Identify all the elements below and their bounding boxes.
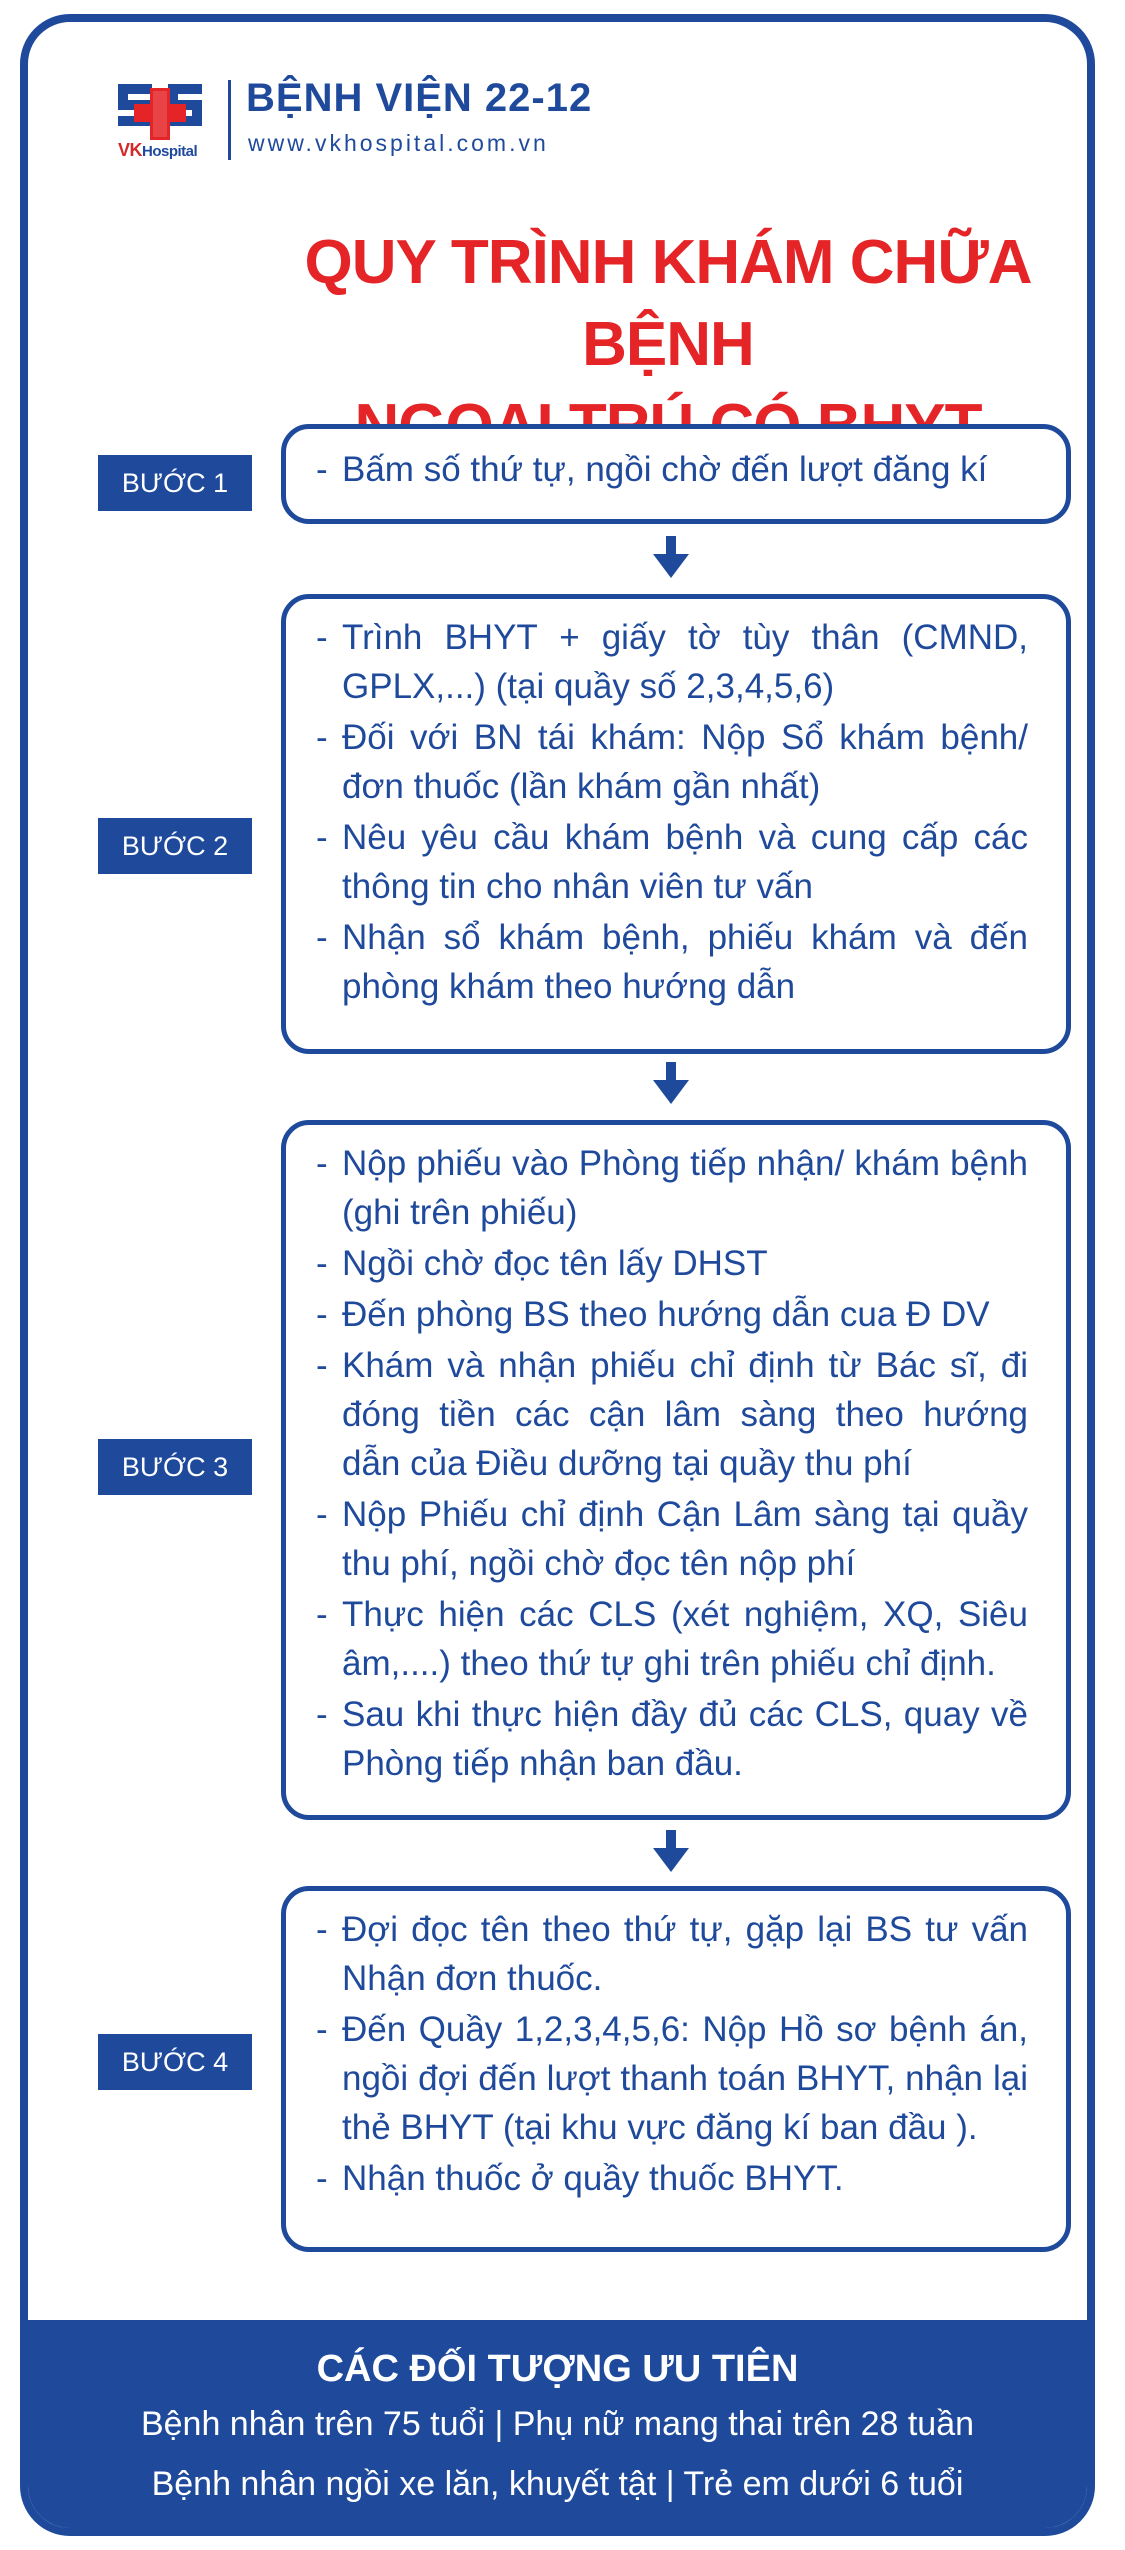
step-4-item-2: - Đến Quầy 1,2,3,4,5,6: Nộp Hồ sơ bệnh án, ngồi đợi đến lượt thanh toán BHYT, nhận lại thẻ BHYT (tại khu vực đăng kí ban đầu ). xyxy=(316,2005,1028,2152)
poster-frame xyxy=(20,14,1095,2536)
step-3-item-6: - Thực hiện các CLS (xét nghiệm, XQ, Siêu âm,....) theo thứ tự ghi trên phiếu chỉ định. xyxy=(316,1590,1028,1688)
step-4-item-3: - Nhận thuốc ở quầy thuốc BHYT. xyxy=(316,2154,1028,2203)
footer-line-1: Bệnh nhân trên 75 tuổi | Phụ nữ mang thai trên 28 tuần xyxy=(140,2405,975,2443)
step-2-label: BƯỚC 2 xyxy=(98,818,252,874)
step-3-box xyxy=(281,1120,1071,1820)
step-3-label: BƯỚC 3 xyxy=(98,1439,252,1495)
priority-footer xyxy=(28,2320,1087,2528)
step-3-item-7: - Sau khi thực hiện đầy đủ các CLS, quay về Phòng tiếp nhận ban đầu. xyxy=(316,1690,1028,1788)
step-2-box xyxy=(281,594,1071,1054)
step-2-item-2: - Đối với BN tái khám: Nộp Sổ khám bệnh/ đơn thuốc (lần khám gần nhất) xyxy=(316,713,1028,811)
footer-line-2: Bệnh nhân ngồi xe lăn, khuyết tật | Trẻ em dưới 6 tuổi xyxy=(151,2465,964,2503)
step-3-item-2: - Ngồi chờ đọc tên lấy DHST xyxy=(316,1239,1028,1288)
step-3-item-5: - Nộp Phiếu chỉ định Cận Lâm sàng tại quầy thu phí, ngồi chờ đọc tên nộp phí xyxy=(316,1490,1028,1588)
down-arrow-icon xyxy=(653,536,689,580)
step-2-item-4: - Nhận sổ khám bệnh, phiếu khám và đến phòng khám theo hướng dẫn xyxy=(316,913,1028,1011)
step-2-item-1: - Trình BHYT + giấy tờ tùy thân (CMND, GPLX,...) (tại quầy số 2,3,4,5,6) xyxy=(316,613,1028,711)
step-3-item-1: - Nộp phiếu vào Phòng tiếp nhận/ khám bệnh (ghi trên phiếu) xyxy=(316,1139,1028,1237)
hospital-name: BỆNH VIỆN 22-12 xyxy=(246,76,593,120)
hospital-website[interactable]: www.vkhospital.com.vn xyxy=(248,130,549,156)
footer-title: CÁC ĐỐI TƯỢNG ƯU TIÊN xyxy=(316,2348,799,2390)
title-line-1: QUY TRÌNH KHÁM CHỮA BỆNH xyxy=(304,228,1032,379)
step-1-item-1: - Bấm số thứ tự, ngồi chờ đến lượt đăng kí xyxy=(316,445,1028,494)
down-arrow-icon xyxy=(653,1062,689,1106)
header-divider xyxy=(228,80,231,160)
step-3-item-3: - Đến phòng BS theo hướng dẫn cua Đ DV xyxy=(316,1290,1028,1339)
step-4-item-1: - Đợi đọc tên theo thứ tự, gặp lại BS tư vấn Nhận đơn thuốc. xyxy=(316,1905,1028,2003)
step-4-label: BƯỚC 4 xyxy=(98,2034,252,2090)
logo-caption: VKHospital xyxy=(118,140,198,160)
step-1-box xyxy=(281,424,1071,524)
step-3-item-4: - Khám và nhận phiếu chỉ định từ Bác sĩ, đi đóng tiền các cận lâm sàng theo hướng dẫn của Điều dưỡng tại quầy thu phí xyxy=(316,1341,1028,1488)
down-arrow-icon xyxy=(653,1830,689,1874)
step-2-item-3: - Nêu yêu cầu khám bệnh và cung cấp các thông tin cho nhân viên tư vấn xyxy=(316,813,1028,911)
step-4-box xyxy=(281,1886,1071,2252)
step-1-label: BƯỚC 1 xyxy=(98,455,252,511)
